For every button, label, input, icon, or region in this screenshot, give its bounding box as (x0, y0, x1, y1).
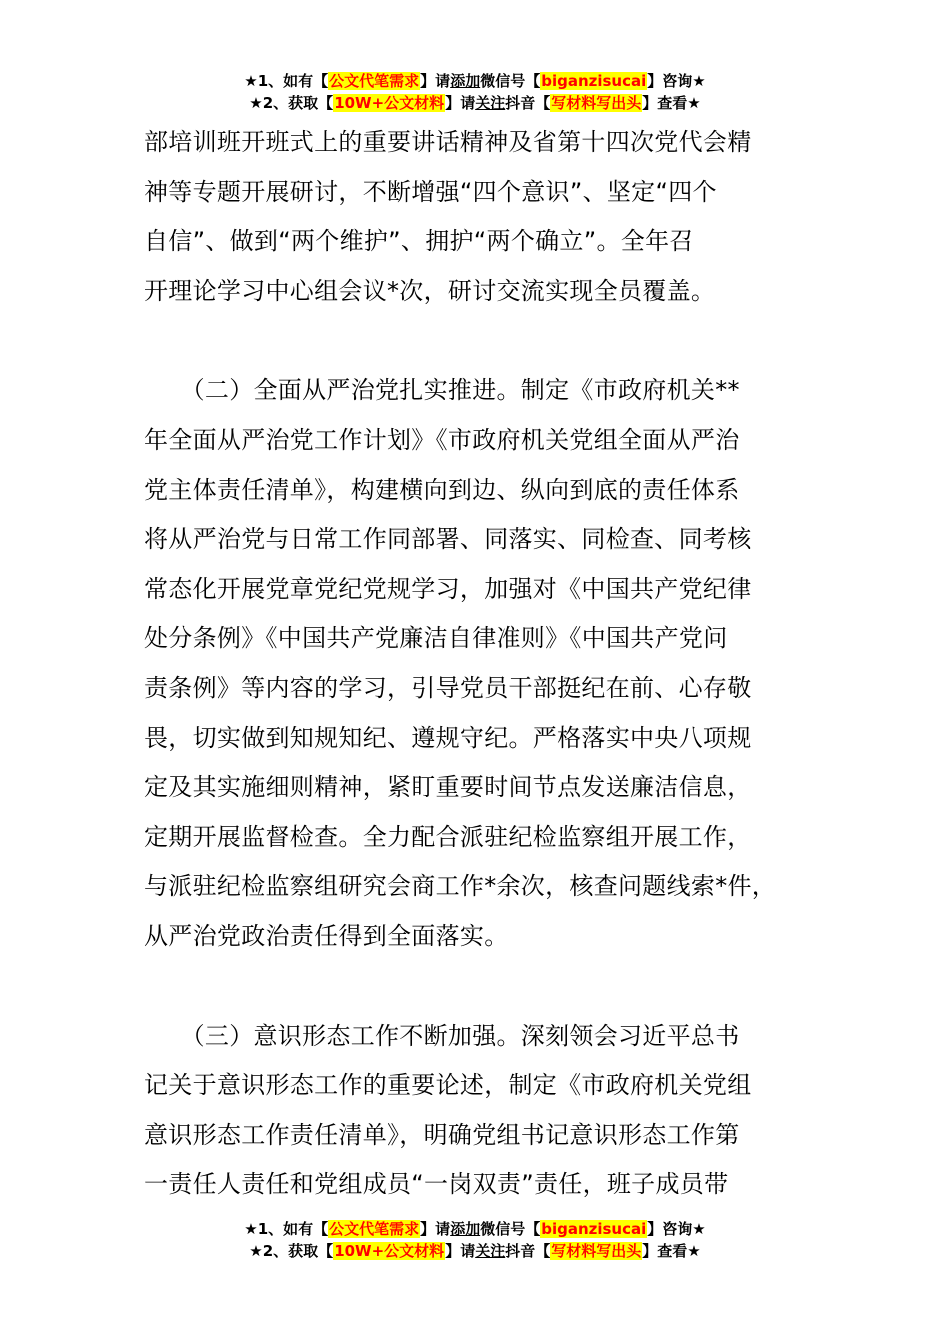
banner-highlight: 公文代笔需求 (329, 1220, 420, 1238)
text-line: 开理论学习中心组会议*次，研讨交流实现全员覆盖。 (144, 276, 716, 305)
banner-highlight: biganzisucai (541, 1220, 647, 1238)
banner-text: 】请 (420, 1220, 451, 1238)
banner-underlined: 关注 (475, 94, 506, 112)
text-line: 意识形态工作责任清单》，明确党组书记意识形态工作第 (144, 1120, 740, 1149)
text-line: 责条例》等内容的学习，引导党员干部挺纪在前、心存敬 (144, 673, 752, 702)
banner-highlight: 10W+公文材料 (334, 94, 445, 112)
banner-underlined: 添加 (450, 72, 481, 90)
banner-highlight: 写材料写出头 (551, 94, 642, 112)
text-line: 部培训班开班式上的重要讲话精神及省第十四次党代会精 (144, 128, 752, 156)
text-line: 将从严治党与日常工作同部署、同落实、同检查、同考核 (144, 525, 752, 554)
banner-underlined: 添加 (450, 1220, 481, 1238)
banner-highlight: biganzisucai (541, 72, 647, 90)
text-line: 神等专题开展研讨，不断增强“四个意识”、坚定“四个 (144, 177, 717, 206)
paragraph-gap (144, 316, 834, 366)
banner-text: 】请 (420, 72, 451, 90)
text-line: 定及其实施细则精神，紧盯重要时间节点发送廉洁信息， (144, 773, 752, 802)
banner-highlight: 公文代笔需求 (329, 72, 420, 90)
banner-highlight: 10W+公文材料 (334, 1242, 445, 1260)
banner-text: 】咨询★ (647, 1220, 706, 1238)
banner-text: 抖音【 (505, 94, 551, 112)
text-line: 党主体责任清单》，构建横向到边、纵向到底的责任体系 (144, 475, 740, 504)
footer-banner (0, 1218, 950, 1262)
text-line: 处分条例》《中国共产党廉洁自律准则》《中国共产党问 (144, 624, 728, 653)
banner-text: 】咨询★ (647, 72, 706, 90)
banner-text: 微信号【 (480, 72, 541, 90)
banner-text: ★1、如有【 (244, 1220, 329, 1238)
text-line: （三）意识形态工作不断加强。深刻领会习近平总书 (144, 1021, 740, 1050)
banner-text: ★2、获取【 (249, 1242, 334, 1260)
banner-line-1 (0, 70, 950, 92)
text-line: 记关于意识形态工作的重要论述，制定《市政府机关党组 (144, 1071, 752, 1100)
banner-line-2 (0, 1240, 950, 1262)
banner-text: 】查看★ (642, 1242, 701, 1260)
banner-text: 微信号【 (480, 1220, 541, 1238)
text-line: 畏，切实做到知规知纪、遵规守纪。严格落实中央八项规 (144, 723, 752, 752)
text-line: （二）全面从严治党扎实推进。制定《市政府机关** (144, 376, 740, 405)
text-line: 自信”、做到“两个维护”、拥护“两个确立”。全年召 (144, 227, 694, 256)
paragraph-gap (144, 962, 834, 1012)
text-line: 年全面从严治党工作计划》《市政府机关党组全面从严治 (144, 425, 740, 454)
banner-text: 】请 (445, 1242, 476, 1260)
document-body (144, 118, 834, 1210)
text-line: 常态化开展党章党纪党规学习，加强对《中国共产党纪律 (144, 574, 752, 603)
banner-text: 】请 (445, 94, 476, 112)
banner-line-2 (0, 92, 950, 114)
text-line: 一责任人责任和党组成员“一岗双责”责任，班子成员带 (144, 1170, 729, 1199)
text-line: 定期开展监督检查。全力配合派驻纪检监察组开展工作， (144, 822, 752, 851)
banner-text: ★2、获取【 (249, 94, 334, 112)
banner-text: ★1、如有【 (244, 72, 329, 90)
banner-underlined: 关注 (475, 1242, 506, 1260)
banner-highlight: 写材料写出头 (551, 1242, 642, 1260)
banner-text: 】查看★ (642, 94, 701, 112)
text-line: 与派驻纪检监察组研究会商工作*余次，核查问题线索*件， (144, 872, 777, 901)
header-banner (0, 70, 950, 114)
text-line: 从严治党政治责任得到全面落实。 (144, 921, 509, 950)
banner-line-1 (0, 1218, 950, 1240)
banner-text: 抖音【 (505, 1242, 551, 1260)
